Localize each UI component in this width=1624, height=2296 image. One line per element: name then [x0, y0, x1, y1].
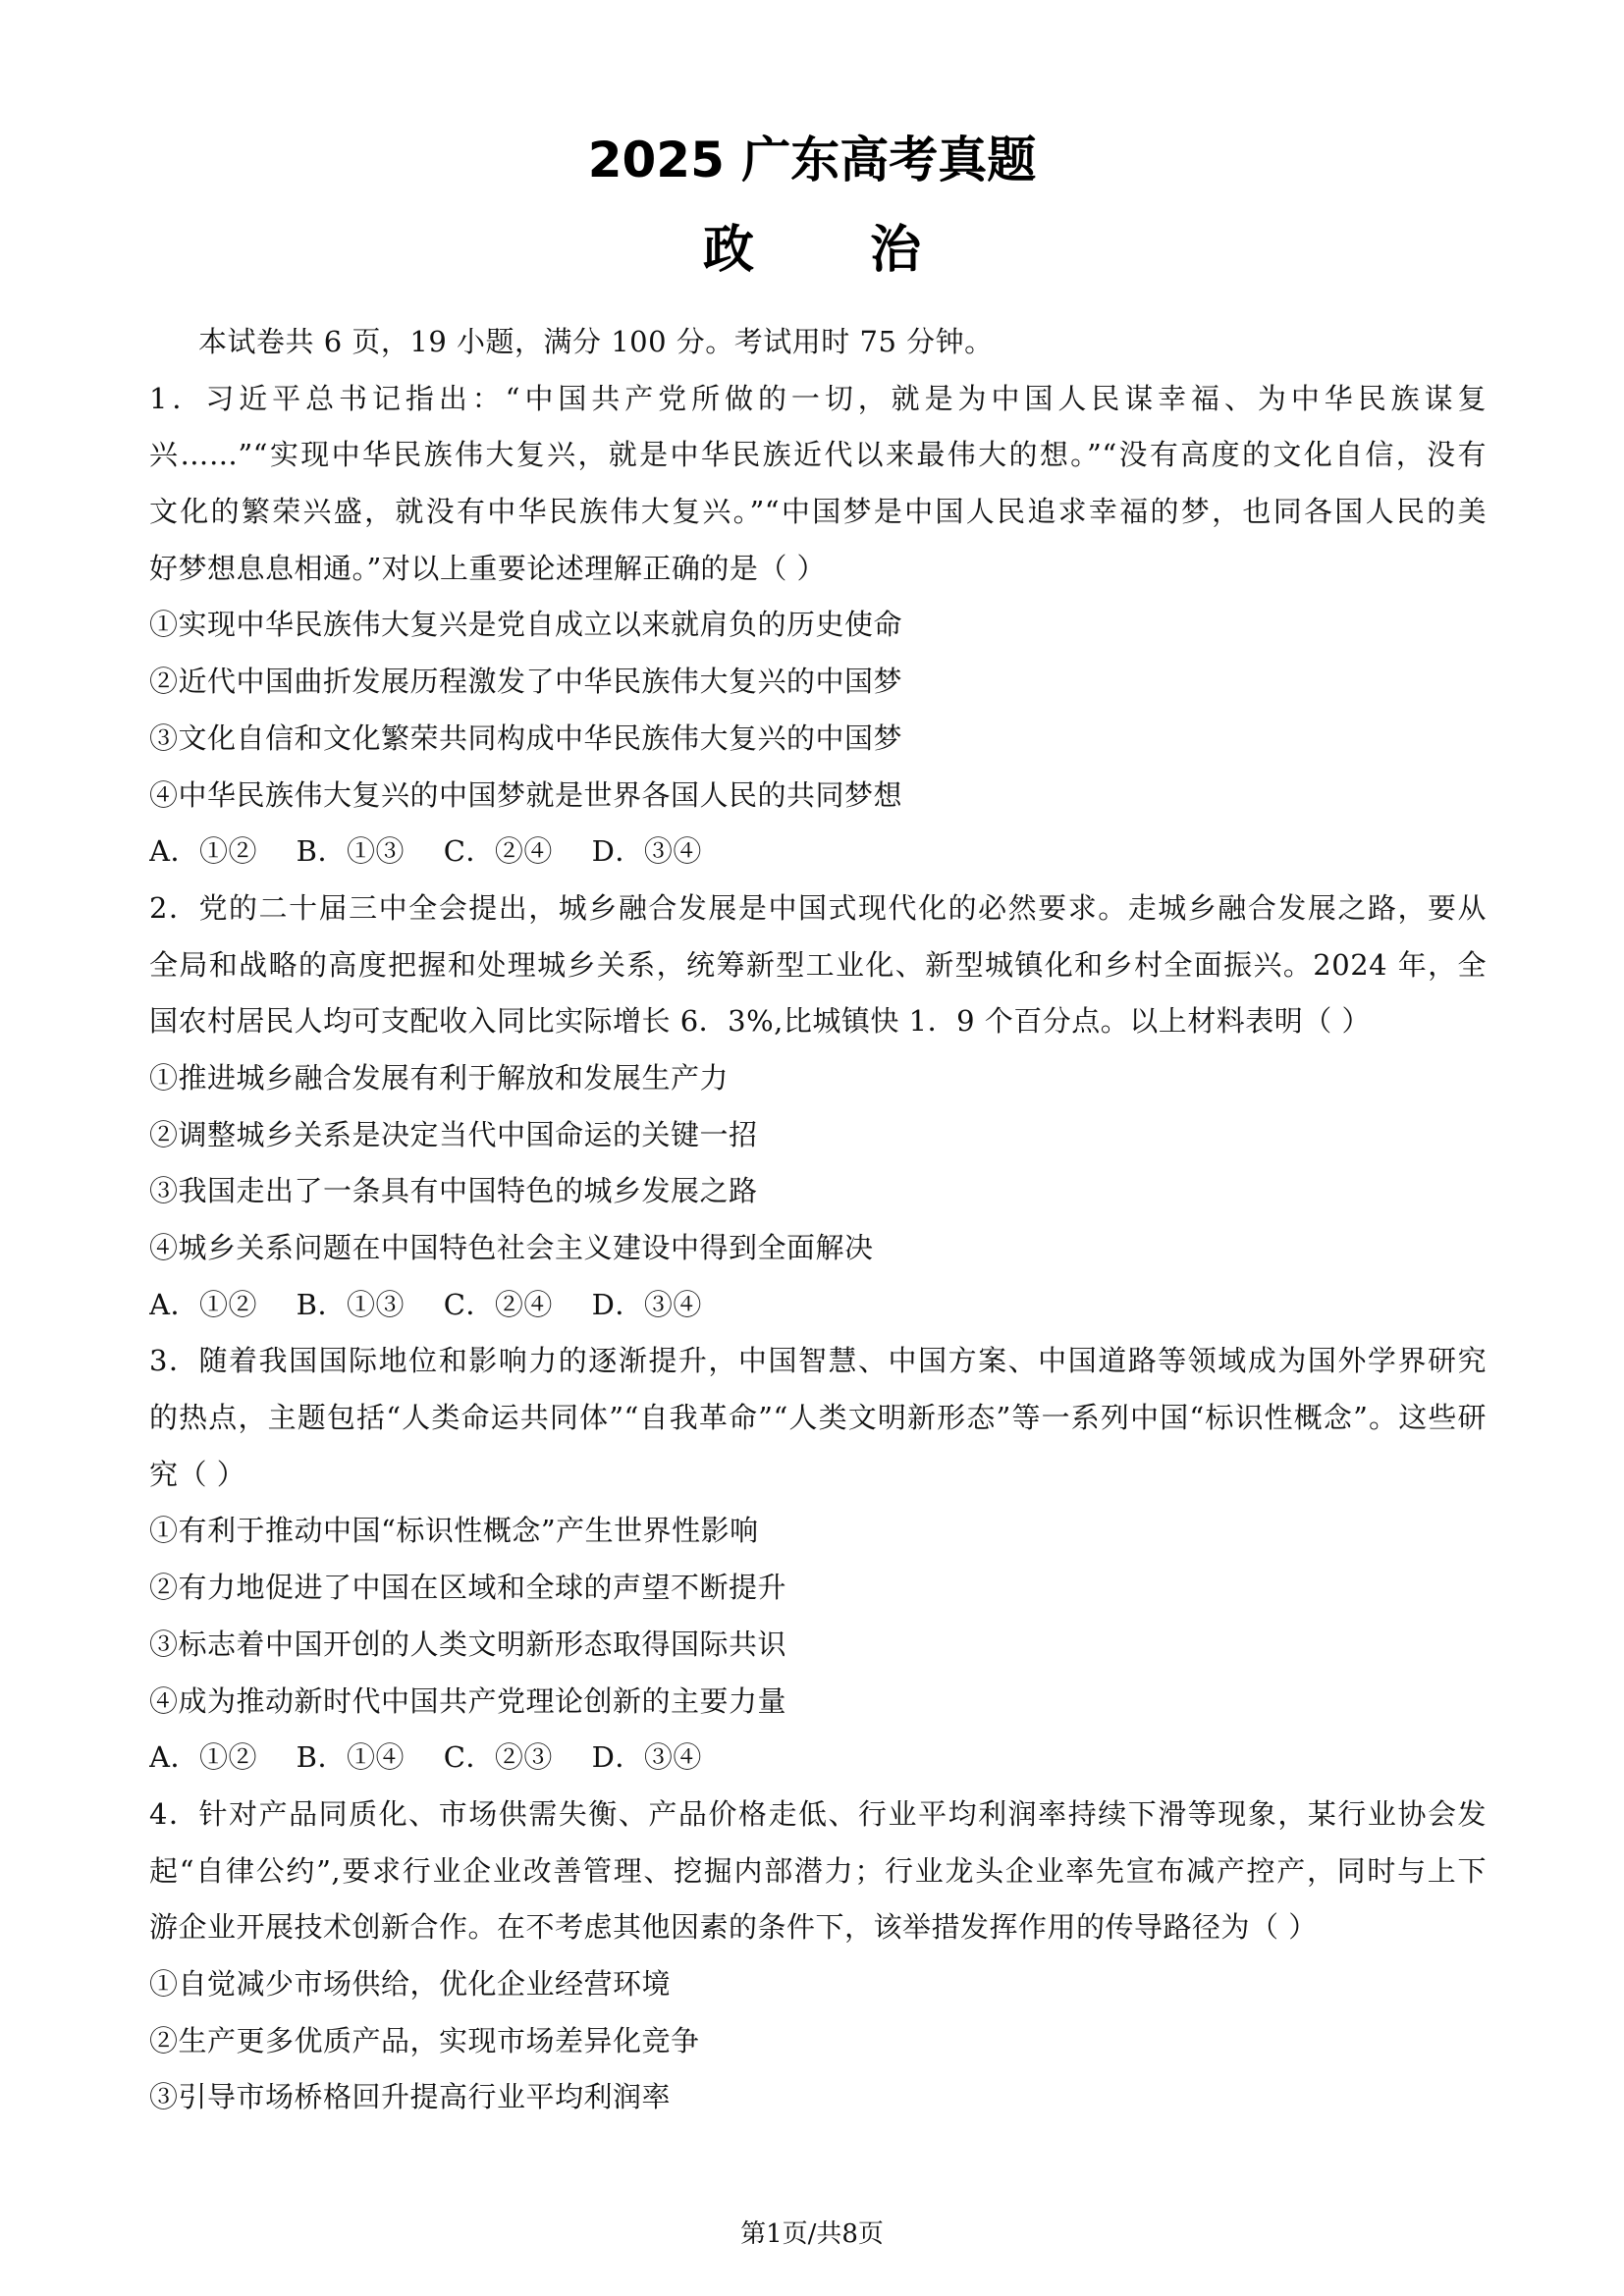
question-stem-line: 好梦想息息相通。”对以上重要论述理解正确的是（ ）	[149, 551, 827, 585]
answer-choices	[149, 1730, 1487, 1787]
question-stem-line: 文化的繁荣兴盛，就没有中华民族伟大复兴。”“中国梦是中国人民追求幸福的梦，也同各国人民的美	[149, 495, 1487, 529]
question-stem-line: 4．针对产品同质化、市场供需失衡、产品价格走低、行业平均利润率持续下滑等现象，某行业协会发	[149, 1796, 1487, 1831]
subject-title: 政治	[702, 221, 1037, 280]
choice-c: C．②③	[443, 1740, 553, 1775]
question-option: ②调整城乡关系是决定当代中国命运的关键一招	[149, 1117, 758, 1151]
question-stem-line: 究（ ）	[149, 1457, 246, 1491]
question-option: ③我国走出了一条具有中国特色的城乡发展之路	[149, 1174, 758, 1208]
choice-c: C．②④	[443, 1287, 553, 1321]
choice-d: D．③④	[591, 834, 702, 869]
question-stem-line: 的热点，主题包括“人类命运共同体”“自我革命”“人类文明新形态”等一系列中国“标识性概念”。这些研	[149, 1401, 1487, 1435]
question-option: ②近代中国曲折发展历程激发了中华民族伟大复兴的中国梦	[149, 665, 903, 699]
question-stem-line: 游企业开展技术创新合作。在不考虑其他因素的条件下，该举措发挥作用的传导路径为（ ）	[149, 1910, 1318, 1945]
question-1	[149, 371, 1487, 881]
choice-b: B．①④	[296, 1740, 405, 1775]
question-4	[149, 1787, 1487, 2126]
choice-b: B．①③	[296, 834, 405, 869]
question-option: ①实现中华民族伟大复兴是党自成立以来就肩负的历史使命	[149, 608, 903, 642]
question-option: ②有力地促进了中国在区域和全球的声望不断提升	[149, 1571, 787, 1605]
answer-choices	[149, 1277, 1487, 1334]
question-option: ②生产更多优质产品，实现市场差异化竞争	[149, 2023, 700, 2057]
question-3	[149, 1333, 1487, 1787]
question-option: ①推进城乡融合发展有利于解放和发展生产力	[149, 1060, 730, 1095]
question-stem-line: 1．习近平总书记指出：“中国共产党所做的一切，就是为中国人民谋幸福、为中华民族谋复	[149, 381, 1487, 415]
choice-d: D．③④	[591, 1287, 702, 1321]
exam-intro: 本试卷共 6 页，19 小题，满分 100 分。考试用时 75 分钟。	[198, 325, 994, 358]
question-option: ④成为推动新时代中国共产党理论创新的主要力量	[149, 1683, 787, 1718]
question-stem-line: 3．随着我国国际地位和影响力的逐渐提升，中国智慧、中国方案、中国道路等领域成为国外学界研究	[149, 1344, 1487, 1378]
exam-content	[149, 314, 1487, 2126]
choice-c: C．②④	[443, 834, 553, 869]
question-option: ③文化自信和文化繁荣共同构成中华民族伟大复兴的中国梦	[149, 721, 903, 755]
question-stem-line: 起“自律公约”,要求行业企业改善管理、挖掘内部潜力；行业龙头企业率先宣布减产控产，同时与上下	[149, 1853, 1487, 1888]
question-option: ④中华民族伟大复兴的中国梦就是世界各国人民的共同梦想	[149, 777, 903, 812]
question-option: ①自觉减少市场供给，优化企业经营环境	[149, 1966, 672, 2001]
question-option: ③引导市场桥格回升提高行业平均利润率	[149, 2080, 672, 2114]
choice-b: B．①③	[296, 1287, 405, 1321]
question-stem-line: 全局和战略的高度把握和处理城乡关系，统筹新型工业化、新型城镇化和乡村全面振兴。2024 年，全	[149, 947, 1487, 982]
exam-title: 2025 广东高考真题	[587, 132, 1037, 188]
question-option: ①有利于推动中国“标识性概念”产生世界性影响	[149, 1514, 759, 1548]
question-option: ③标志着中国开创的人类文明新形态取得国际共识	[149, 1627, 787, 1661]
choice-d: D．③④	[591, 1740, 702, 1775]
question-stem-line: 国农村居民人均可支配收入同比实际增长 6．3%,比城镇快 1．9 个百分点。以上材料表明（ ）	[149, 1004, 1371, 1039]
choice-a: A．①②	[149, 834, 257, 869]
answer-choices	[149, 824, 1487, 881]
question-option: ④城乡关系问题在中国特色社会主义建设中得到全面解决	[149, 1231, 874, 1264]
choice-a: A．①②	[149, 1287, 257, 1321]
question-2	[149, 881, 1487, 1334]
choice-a: A．①②	[149, 1740, 257, 1775]
question-stem-line: 2．党的二十届三中全会提出，城乡融合发展是中国式现代化的必然要求。走城乡融合发展之路，要从	[149, 890, 1487, 925]
question-stem-line: 兴……”“实现中华民族伟大复兴，就是中华民族近代以来最伟大的想。”“没有高度的文化自信，没有	[149, 438, 1487, 472]
page-footer: 第1页/共8页	[740, 2219, 884, 2249]
